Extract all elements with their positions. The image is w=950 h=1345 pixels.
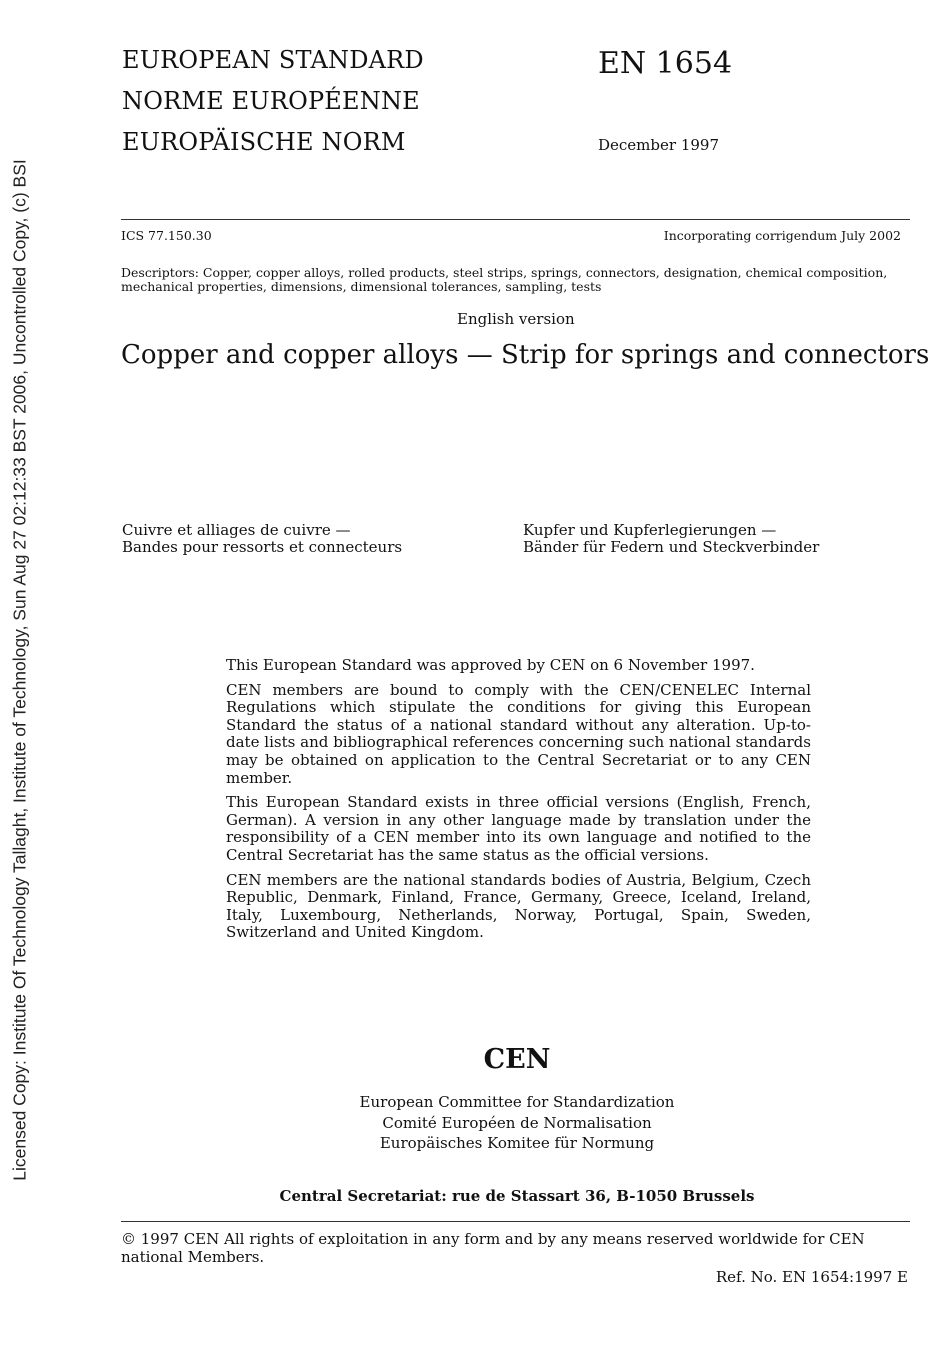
copyright-notice: © 1997 CEN All rights of exploitation in any form and by any means reserved worldwide for CEN national Members. <box>121 1230 865 1266</box>
license-watermark: Licensed Copy: Institute Of Technology Tallaght, Institute of Technology, Sun Aug 27 02:12:33 BST 2006, Uncontrolled Copy, (c) BSI <box>9 159 30 1181</box>
german-title-line-1: Kupfer und Kupferlegierungen — <box>523 521 777 539</box>
document-title: Copper and copper alloys — Strip for springs and connectors <box>121 340 930 370</box>
ics-code: ICS 77.150.30 <box>121 228 212 243</box>
french-title-line-1: Cuivre et alliages de cuivre — <box>122 521 351 539</box>
reference-number: Ref. No. EN 1654:1997 E <box>715 1268 908 1286</box>
central-secretariat: Central Secretariat: rue de Stassart 36, B-1050 Brussels <box>279 1187 755 1205</box>
publication-date: December 1997 <box>598 136 719 154</box>
descriptors <box>121 266 887 294</box>
descriptors-line-1: Descriptors: Copper, copper alloys, rolled products, steel strips, springs, connectors, designation, chemical composition, <box>121 265 888 280</box>
cen-organisation <box>267 1092 767 1154</box>
german-title <box>523 522 819 556</box>
members-list-paragraph: CEN members are the national standards bodies of Austria, Belgium, Czech Republic, Denmark, Finland, France, Germany, Greece, Iceland, Ireland, Italy, Luxembourg, Netherlands, Norway, Portugal, Spain, Sweden, Switzerland and United Kingdom. <box>226 870 811 942</box>
header-line-en: EUROPEAN STANDARD <box>122 46 424 74</box>
cen-name-fr: Comité Européen de Normalisation <box>382 1113 652 1132</box>
footer-divider <box>121 1221 910 1222</box>
cen-name-de: Europäisches Komitee für Normung <box>379 1134 655 1152</box>
descriptors-line-2: mechanical properties, dimensions, dimensional tolerances, sampling, tests <box>121 279 602 294</box>
french-title-line-2: Bandes pour ressorts et connecteurs <box>122 538 403 556</box>
header-line-de: EUROPÄISCHE NORM <box>122 128 406 156</box>
french-title <box>122 522 402 556</box>
versions-paragraph: This European Standard exists in three official versions (English, French, German). A version in any other language made by translation under the responsibility of a CEN member into its own language and notified to the Central Secretariat has the same status as the official versions. <box>226 793 811 864</box>
cen-name-en: European Committee for Standardization <box>359 1093 675 1111</box>
header-line-fr: NORME EUROPÉENNE <box>122 87 420 115</box>
corrigendum-note: Incorporating corrigendum July 2002 <box>663 228 901 243</box>
header-divider <box>121 219 910 220</box>
cen-logo-text: CEN <box>483 1044 551 1075</box>
approval-paragraph: This European Standard was approved by CEN on 6 November 1997. <box>226 656 755 674</box>
approval-text <box>226 657 811 949</box>
standard-number: EN 1654 <box>598 46 733 81</box>
members-obligation-paragraph: CEN members are bound to comply with the CEN/CENELEC Internal Regulations which stipulate the conditions for giving this European Standard the status of a national standard without any alteration. Up-to-date lists and bibliographical references concerning such national standards may be obtained on application to the Central Secretariat or to any CEN member. <box>226 680 811 787</box>
german-title-line-2: Bänder für Federn und Steckverbinder <box>523 538 820 556</box>
version-label: English version <box>457 310 575 328</box>
standard-header <box>122 40 424 163</box>
